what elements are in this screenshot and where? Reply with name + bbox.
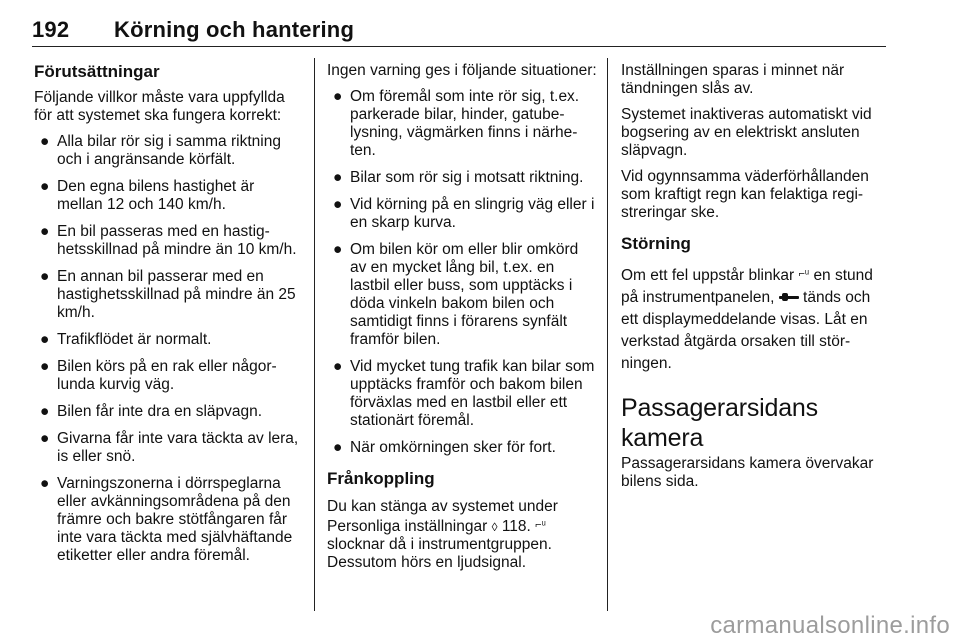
watermark: carmanualsonline.info — [710, 612, 950, 639]
bullet-icon: ● — [333, 196, 343, 213]
page-number: 192 — [32, 17, 70, 42]
list-item: ● Varningszonerna i dörrspeglarna eller avkänningsområdena på den främre och bakre stötfångaren får inte vara täckta med självhäftande etiketter eller andra föremål. — [40, 475, 293, 564]
page-header — [32, 0, 886, 50]
list-item: ● Bilen får inte dra en släpvagn. — [40, 403, 263, 420]
bullet-icon: ● — [333, 241, 343, 258]
bullet-icon: ● — [333, 439, 343, 456]
bullet-icon: ● — [333, 169, 343, 186]
disable-text: Du kan stänga av systemet under Personliga inställningar ◊ 118. ⌐ᵘ slocknar då i instrumentgruppen. Dessutom hörs en ljudsignal. — [327, 498, 558, 571]
bullet-icon: ● — [40, 331, 50, 348]
column-1 — [34, 62, 300, 574]
list-item: ● En annan bil passerar med en hastighetsskillnad på mindre än 25 km/h. — [40, 268, 296, 321]
side-blind-spot-icon: ⌐ᵘ — [535, 519, 546, 531]
bullet-icon: ● — [40, 268, 50, 285]
list-item: ● Bilen körs på en rak eller någorlunda kurvig väg. — [40, 358, 277, 393]
list-item: ● När omkörningen sker för fort. — [333, 439, 556, 456]
passenger-camera-text: Passagerarsidans kamera övervakar bilens sida. — [621, 455, 874, 490]
prerequisites-intro: Följande villkor måste vara uppfyllda för att systemet ska fungera korrekt: — [34, 89, 285, 124]
section-title-passenger-camera: Passagerarsidans kamera — [621, 394, 818, 452]
prerequisites-list — [34, 133, 300, 565]
list-item: ● Bilar som rör sig i motsatt riktning. — [333, 169, 584, 186]
service-vehicle-icon — [779, 293, 799, 301]
list-item: ● En bil passeras med en hastighetsskillnad på mindre än 10 km/h. — [40, 223, 297, 258]
bullet-icon: ● — [40, 358, 50, 375]
section-heading-prerequisites: Förutsättningar — [34, 62, 160, 81]
bullet-icon: ● — [40, 403, 50, 420]
paragraph-trailer-deactivation: Systemet inaktiveras automatiskt vid bogsering av en elektriskt ansluten släpvagn. — [621, 106, 872, 159]
bullet-icon: ● — [333, 358, 343, 375]
section-heading-disable: Frånkoppling — [327, 469, 435, 488]
paragraph-weather: Vid ogynnsamma väderförhållanden som kraftigt regn kan felaktiga registreringar ske. — [621, 168, 869, 221]
list-item: ● Givarna får inte vara täckta av lera, is eller snö. — [40, 430, 299, 465]
list-item: ● Trafikflödet är normalt. — [40, 331, 212, 348]
list-item: ● Om föremål som inte rör sig, t.ex. parkerade bilar, hinder, gatubelysning, vägmärken finns i närheten. — [333, 88, 580, 159]
bullet-icon: ● — [40, 475, 50, 492]
section-heading-fault: Störning — [621, 234, 691, 253]
no-warning-intro: Ingen varning ges i följande situationer: — [327, 62, 597, 79]
column-divider-1 — [314, 58, 315, 611]
list-item: ● Vid körning på en slingrig väg eller i en skarp kurva. — [333, 196, 595, 231]
list-item: ● Den egna bilens hastighet är mellan 12 och 140 km/h. — [40, 178, 255, 213]
bullet-icon: ● — [333, 88, 343, 105]
column-2 — [327, 62, 597, 580]
chapter-title: Körning och hantering — [114, 17, 355, 42]
list-item: ● Vid mycket tung trafik kan bilar som upptäcks framför och bakom bilen förväxlas med en lastbil eller ett stationärt föremål. — [333, 358, 595, 429]
column-divider-2 — [607, 58, 608, 611]
bullet-icon: ● — [40, 178, 50, 195]
side-blind-spot-icon: ⌐ᵘ — [798, 268, 810, 280]
bullet-icon: ● — [40, 430, 50, 447]
no-warning-list — [327, 88, 597, 457]
header-divider — [32, 46, 886, 47]
column-3 — [621, 62, 889, 499]
fault-text: Om ett fel uppstår blinkar ⌐ᵘ en stund på instrumentpanelen, tänds och ett displaymeddelande visas. Låt en verkstad åtgärda orsaken till störningen. — [621, 267, 873, 372]
list-item: ● Om bilen kör om eller blir omkörd av en mycket lång bil, t.ex. en lastbil eller buss, som upptäcks i döda vinkeln bakom bilen och samtidigt finns i förarens synfält framför bilen. — [333, 241, 579, 348]
paragraph-settings-saved: Inställningen sparas i minnet när tändningen slås av. — [621, 62, 845, 97]
bullet-icon: ● — [40, 223, 50, 240]
bullet-icon: ● — [40, 133, 50, 150]
list-item: ● Alla bilar rör sig i samma riktning och i angränsande körfält. — [40, 133, 281, 168]
page-reference-link[interactable]: 118. — [501, 518, 531, 535]
page-reference-arrow-icon: ◊ — [491, 520, 498, 534]
